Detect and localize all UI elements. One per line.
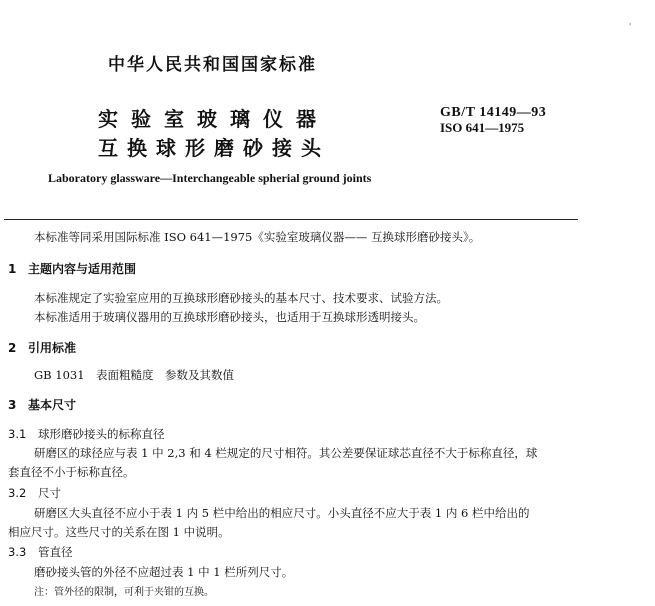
- section-3-1-title: 球形磨砂接头的标称直径: [38, 427, 165, 441]
- section-1-number: 1: [8, 262, 17, 276]
- title-line-1: 实验室玻璃仪器: [98, 107, 329, 131]
- national-standard-heading: 中华人民共和国国家标准: [108, 55, 317, 75]
- section-3-3-number: 3.3: [8, 545, 27, 559]
- section-3-2-title: 尺寸: [38, 486, 61, 500]
- section-3-2-number: 3.2: [8, 486, 27, 500]
- title-line-2: 互换球形磨砂接头: [98, 136, 330, 160]
- gb-code: GB/T 14149—93: [440, 105, 547, 120]
- section-3-2-line-2: 相应尺寸。这些尺寸的关系在图 1 中说明。: [8, 525, 230, 539]
- section-1-heading: [8, 260, 136, 277]
- section-3-1-line-1: 研磨区的球径应与表 1 中 2,3 和 4 栏规定的尺寸相符。其公差要保证球芯直径不大于标称直径，球: [34, 446, 538, 460]
- section-2-number: 2: [8, 341, 17, 355]
- section-3-1-number: 3.1: [8, 427, 27, 441]
- section-3-3-heading: [8, 544, 73, 560]
- section-1-paragraph-2: 本标准适用于玻璃仪器用的互换球形磨砂接头，也适用于互换球形透明接头。: [34, 310, 425, 324]
- section-1-paragraph-1: 本标准规定了实验室应用的互换球形磨砂接头的基本尺寸、技术要求、试验方法。: [34, 291, 448, 305]
- section-3-3-line-1: 磨砂接头管的外径不应超过表 1 中 1 栏所列尺寸。: [34, 565, 294, 579]
- section-3-3-note: 注：管外径的限制，可利于夹钳的互换。: [34, 587, 214, 598]
- section-3-1-heading: [8, 426, 165, 442]
- section-2-title: 引用标准: [28, 341, 77, 355]
- margin-mark: ': [629, 22, 632, 31]
- section-3-3-title: 管直径: [38, 545, 73, 559]
- english-title: Laboratory glassware—Interchangeable spherial ground joints: [48, 171, 372, 185]
- section-3-number: 3: [8, 398, 17, 412]
- iso-code: ISO 641—1975: [440, 120, 525, 135]
- header-divider: [4, 219, 578, 220]
- section-3-2-heading: [8, 485, 61, 501]
- section-3-1-line-2: 套直径不小于标称直径。: [8, 465, 135, 479]
- section-3-title: 基本尺寸: [28, 398, 77, 412]
- section-1-title: 主题内容与适用范围: [28, 262, 137, 276]
- intro-paragraph: 本标准等同采用国际标准 ISO 641—1975《实验室玻璃仪器—— 互换球形磨砂接头》。: [34, 230, 481, 244]
- section-3-heading: [8, 396, 76, 413]
- section-3-2-line-1: 研磨区大头直径不应小于表 1 内 5 栏中给出的相应尺寸。小头直径不应大于表 1 内 6 栏中给出的: [34, 506, 530, 520]
- section-2-heading: [8, 339, 76, 356]
- section-2-reference: GB 1031 表面粗糙度 参数及其数值: [34, 368, 235, 382]
